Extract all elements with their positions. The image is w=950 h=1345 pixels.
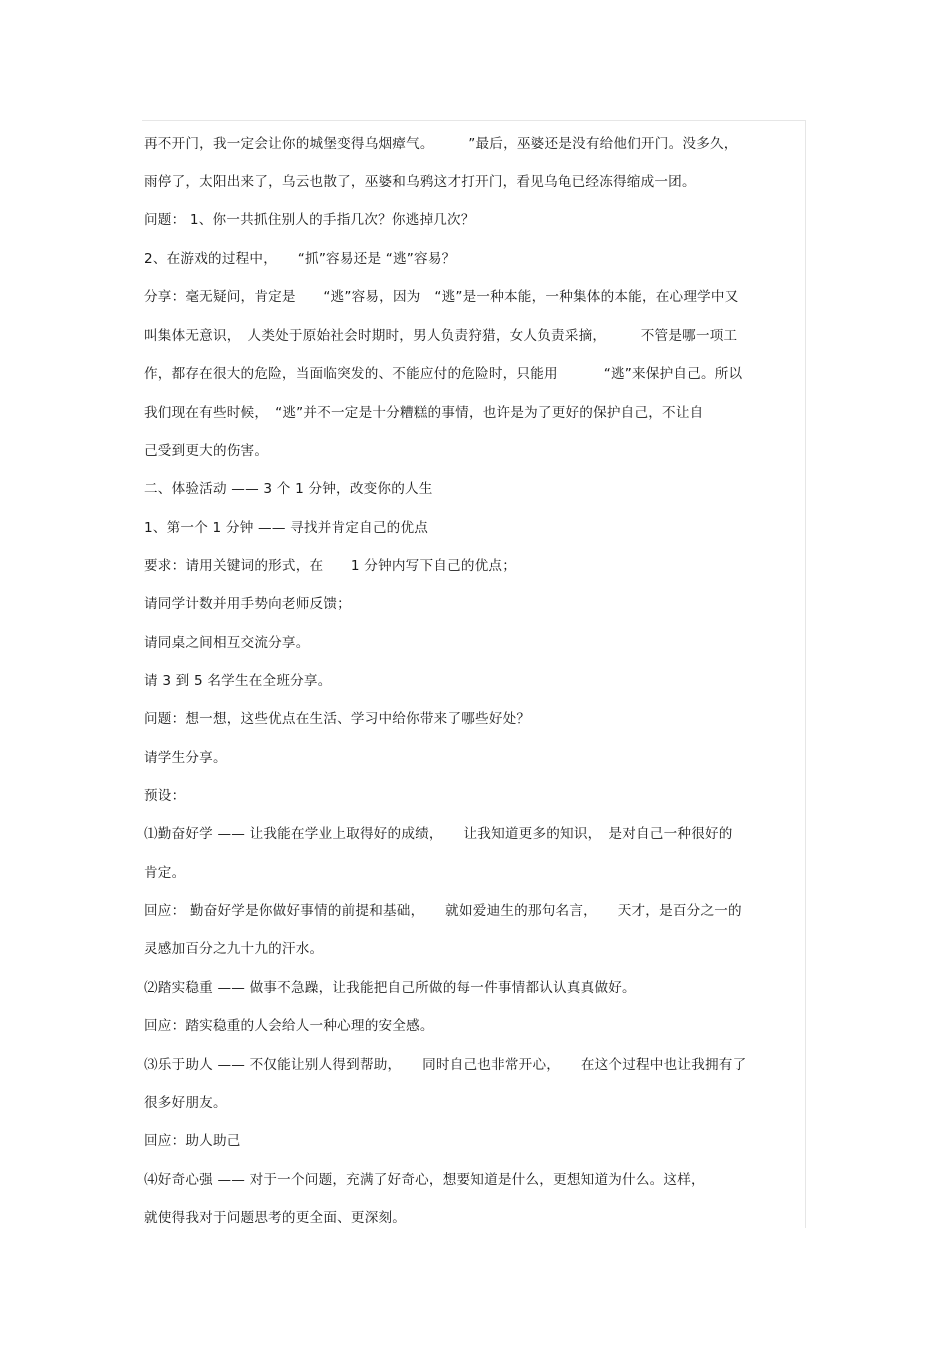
text-line: 请同桌之间相互交流分享。 bbox=[144, 635, 310, 651]
text-line: 肯定。 bbox=[144, 865, 186, 881]
text-line: 雨停了，太阳出来了，乌云也散了，巫婆和乌鸦这才打开门，看见乌龟已经冻得缩成一团。 bbox=[144, 174, 696, 190]
section-heading: 二、体验活动 —— 3 个 1 分钟，改变你的人生 bbox=[144, 481, 433, 497]
text-line: 作，都存在很大的危险，当面临突发的、不能应付的危险时，只能用 “逃”来保护自己。所以 bbox=[144, 366, 743, 382]
text-line: 分享：毫无疑问，肯定是 “逃”容易，因为 “逃”是一种本能，一种集体的本能，在心理学中又 bbox=[144, 289, 739, 305]
text-line: 再不开门，我一定会让你的城堡变得乌烟瘴气。 ”最后，巫婆还是没有给他们开门。没多久， bbox=[144, 136, 738, 152]
text-line: 2、在游戏的过程中， “抓”容易还是 “逃”容易？ bbox=[144, 251, 456, 267]
text-line: 要求：请用关键词的形式，在 1 分钟内写下自己的优点； bbox=[144, 558, 517, 574]
text-line: 请学生分享。 bbox=[144, 750, 227, 766]
text-line: 回应：踏实稳重的人会给人一种心理的安全感。 bbox=[144, 1018, 434, 1034]
text-line: ⑷好奇心强 —— 对于一个问题，充满了好奇心，想要知道是什么，更想知道为什么。这样， bbox=[144, 1172, 705, 1188]
text-line: 请 3 到 5 名学生在全班分享。 bbox=[144, 673, 332, 689]
text-line: ⑶乐于助人 —— 不仅能让别人得到帮助， 同时自己也非常开心， 在这个过程中也让我拥有了 bbox=[144, 1057, 747, 1073]
text-line: ⑴勤奋好学 —— 让我能在学业上取得好的成绩， 让我知道更多的知识， 是对自己一种很好的 bbox=[144, 826, 733, 842]
text-line: ⑵踏实稳重 —— 做事不急躁，让我能把自己所做的每一件事情都认认真真做好。 bbox=[144, 980, 636, 996]
text-line: 我们现在有些时候， “逃”并不一定是十分糟糕的事情，也许是为了更好的保护自己，不让自 bbox=[144, 405, 704, 421]
text-line: 问题：想一想，这些优点在生活、学习中给你带来了哪些好处？ bbox=[144, 711, 531, 727]
text-line: 预设： bbox=[144, 788, 186, 804]
text-line: 回应：助人助己 bbox=[144, 1133, 241, 1149]
text-line: 叫集体无意识， 人类处于原始社会时期时，男人负责狩猎，女人负责采摘， 不管是哪一项工 bbox=[144, 328, 738, 344]
text-line: 问题： 1、你一共抓住别人的手指几次？你逃掉几次？ bbox=[144, 212, 475, 228]
subsection-heading: 1、第一个 1 分钟 —— 寻找并肯定自己的优点 bbox=[144, 520, 429, 536]
text-line: 己受到更大的伤害。 bbox=[144, 443, 269, 459]
text-line: 灵感加百分之九十九的汗水。 bbox=[144, 941, 324, 957]
text-line: 回应： 勤奋好学是你做好事情的前提和基础， 就如爱迪生的那句名言， 天才，是百分之一的 bbox=[144, 903, 742, 919]
text-line: 很多好朋友。 bbox=[144, 1095, 227, 1111]
text-line: 请同学计数并用手势向老师反馈； bbox=[144, 596, 351, 612]
text-line: 就使得我对于问题思考的更全面、更深刻。 bbox=[144, 1210, 407, 1226]
